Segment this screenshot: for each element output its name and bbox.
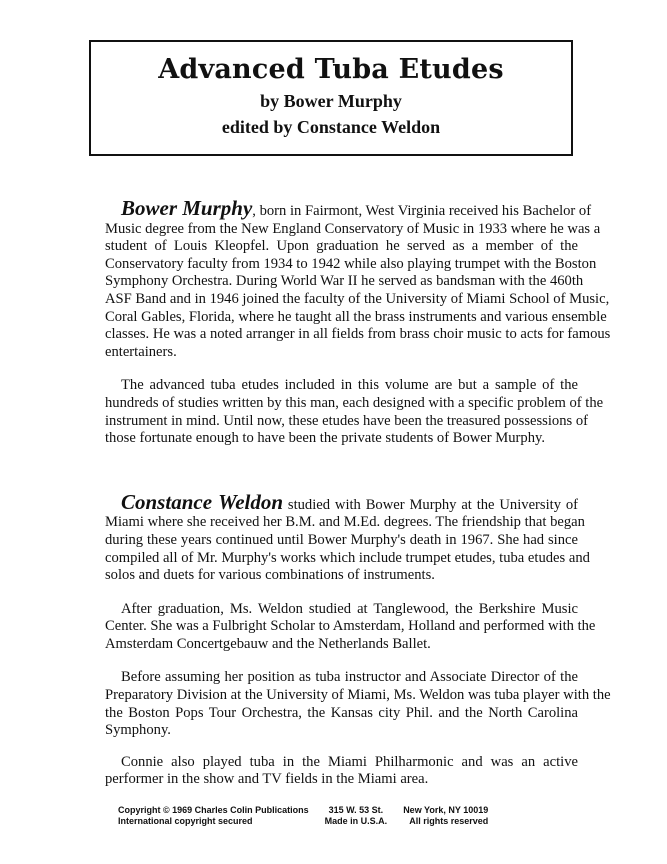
paragraph-line (105, 722, 578, 740)
paragraph-line (105, 377, 578, 395)
line-text: classes. He was a noted arranger in all fields from brass choir music to acts for famous (105, 326, 611, 343)
line-text: studied with Bower Murphy at the University of (283, 496, 578, 513)
line-text: student of Louis Kleopfel. Upon graduation he served as a member of the (105, 238, 578, 255)
body-text (105, 196, 611, 789)
paragraph-line (105, 687, 611, 705)
paragraph-line (105, 567, 578, 585)
line-text: Miami where she received her B.M. and M.Ed. degrees. The friendship that began (105, 514, 585, 531)
paragraph (105, 600, 596, 654)
paragraph (105, 196, 611, 361)
line-text: , born in Fairmont, West Virginia received his Bachelor of (252, 203, 592, 219)
paragraph-line (105, 705, 578, 723)
paragraph-line (105, 290, 610, 309)
line-text: Amsterdam Concertgebauw and the Netherlands Ballet. (105, 635, 431, 652)
title-box (89, 40, 573, 156)
page-title: Advanced Tuba Etudes (158, 54, 504, 85)
line-text: solos and duets for various combinations of instruments. (105, 567, 435, 584)
paragraph-line (105, 220, 601, 239)
line-text: Conservatory faculty from 1934 to 1942 while also playing trumpet with the Boston (105, 255, 597, 272)
editor-line: edited by Constance Weldon (221, 117, 441, 137)
paragraph-line (105, 255, 597, 274)
line-text: instrument in mind. Until now, these etudes have been the treasured possessions of (105, 412, 588, 429)
person-name: Bower Murphy (121, 196, 253, 220)
paragraph-line (105, 514, 585, 532)
line-text: Center. She was a Fulbright Scholar to Amsterdam, Holland and performed with the (105, 618, 596, 635)
footer (118, 805, 488, 827)
paragraph-line (105, 273, 584, 291)
paragraph-line (105, 532, 578, 550)
paragraph (105, 377, 604, 447)
paragraph-line (105, 489, 578, 515)
paragraph-line (105, 394, 604, 413)
rights-text: All rights reserved (409, 816, 489, 826)
paragraph-line (105, 549, 590, 568)
line-text: Symphony. (105, 722, 171, 739)
city-text: New York, NY 10019 (403, 805, 489, 815)
paragraph-line (105, 430, 578, 448)
paragraph-line (105, 344, 578, 362)
paragraph (105, 669, 611, 739)
line-text: entertainers. (105, 343, 177, 360)
paragraph-line (105, 771, 578, 789)
line-text: ASF Band and in 1946 joined the faculty of the University of Miami School of Music, (105, 290, 610, 307)
line-text: compiled all of Mr. Murphy's works which include trumpet etudes, tuba etudes and (105, 549, 590, 566)
paragraph-line (105, 618, 596, 636)
paragraph-line (105, 636, 578, 654)
made-in-text: Made in U.S.A. (324, 816, 388, 826)
author-line: by Bower Murphy (260, 91, 402, 111)
line-text: The advanced tuba etudes included in this volume are but a sample of the (121, 377, 578, 394)
paragraph (105, 754, 578, 789)
line-text: After graduation, Ms. Weldon studied at Tanglewood, the Berkshire Music (121, 600, 578, 617)
paragraph-line (105, 601, 578, 619)
person-name: Constance Weldon (121, 489, 284, 514)
paragraph-line (105, 412, 588, 431)
paragraph-line (105, 196, 592, 221)
copyright-text: Copyright © 1969 Charles Colin Publications (118, 805, 309, 815)
paragraph (105, 489, 590, 585)
paragraph-line (105, 326, 611, 344)
paragraph-line (105, 308, 607, 327)
line-text: Symphony Orchestra. During World War II he served as bandsman with the 460th (105, 273, 584, 290)
paragraph-line (105, 669, 578, 687)
line-text: Music degree from the New England Conservatory of Music in 1933 where he was a (105, 220, 601, 237)
line-text: Before assuming her position as tuba instructor and Associate Director of the (121, 669, 578, 686)
paragraph-line (105, 754, 578, 772)
line-text: performer in the show and TV fields in the Miami area. (105, 771, 429, 788)
line-text: the Boston Pops Tour Orchestra, the Kansas city Phil. and the North Carolina (105, 704, 578, 721)
line-text: Preparatory Division at the University of Miami, Ms. Weldon was tuba player with the (105, 687, 611, 704)
line-text: those fortunate enough to have been the private students of Bower Murphy. (105, 430, 545, 447)
line-text: Coral Gables, Florida, where he taught all the brass instruments and various ensemble (105, 308, 607, 325)
line-text: during these years continued until Bower Murphy's death in 1967. She had since (105, 531, 578, 548)
intl-copyright-text: International copyright secured (118, 816, 253, 826)
line-text: Connie also played tuba in the Miami Philharmonic and was an active (121, 753, 578, 770)
line-text: hundreds of studies written by this man, each designed with a specific problem of the (105, 394, 604, 411)
address-text: 315 W. 53 St. (328, 805, 384, 815)
paragraph-line (105, 238, 578, 256)
